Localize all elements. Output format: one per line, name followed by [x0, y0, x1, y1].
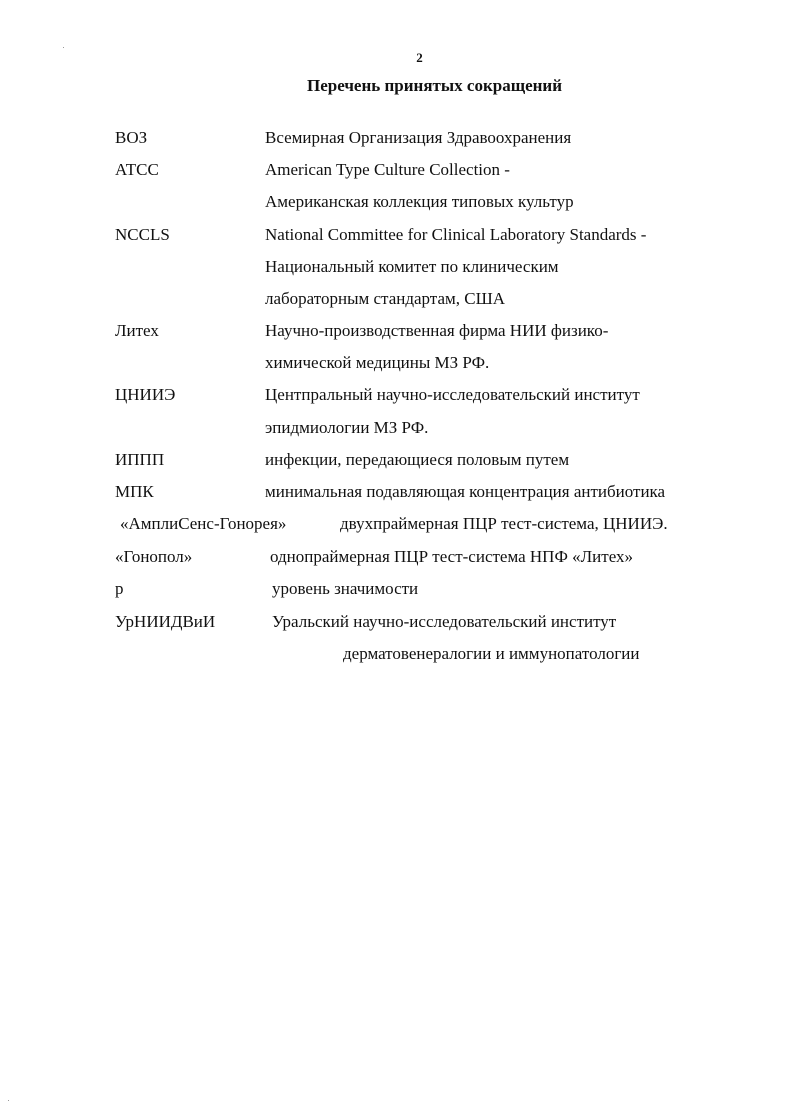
abbreviation-definition: уровень значимости	[272, 579, 419, 598]
page-title: Перечень принятых сокращений	[307, 76, 562, 95]
abbreviation-definition-continued: эпидмиологии МЗ РФ.	[265, 418, 429, 437]
abbreviation-definition: Научно-производственная фирма НИИ физико-	[265, 321, 609, 340]
abbreviation-definition: National Committee for Clinical Laboratory Standards -	[265, 225, 647, 244]
abbreviation-term: NCCLS	[115, 225, 170, 244]
abbreviation-term: Литех	[115, 321, 159, 340]
page-number: 2	[416, 50, 423, 65]
scan-speck	[8, 1100, 9, 1101]
abbreviation-term: МПК	[115, 482, 154, 501]
abbreviation-definition: двухпраймерная ПЦР тест-система, ЦНИИЭ.	[340, 514, 668, 533]
abbreviation-definition: Всемирная Организация Здравоохранения	[265, 128, 572, 147]
abbreviation-definition: American Type Culture Collection -	[265, 160, 510, 179]
abbreviation-definition-continued: лабораторным стандартам, США	[265, 289, 506, 308]
abbreviation-term: р	[115, 579, 124, 598]
abbreviation-definition: однопраймерная ПЦР тест-система НПФ «Литех»	[270, 547, 634, 566]
abbreviation-definition-continued: Национальный комитет по клиническим	[265, 257, 559, 276]
abbreviation-term: ЦНИИЭ	[115, 385, 176, 404]
abbreviation-term: АТСС	[115, 160, 159, 179]
abbreviation-term: УрНИИДВиИ	[115, 612, 216, 631]
abbreviation-definition-continued: химической медицины МЗ РФ.	[265, 353, 490, 372]
abbreviation-term: ВОЗ	[115, 128, 148, 147]
abbreviation-definition: минимальная подавляющая концентрация антибиотика	[265, 482, 666, 501]
abbreviation-definition: Центпральный научно-исследовательский институт	[265, 385, 640, 404]
abbreviation-definition: инфекции, передающиеся половым путем	[265, 450, 570, 469]
abbreviation-definition-continued: дерматовенералогии и иммунопатологии	[343, 644, 640, 663]
abbreviation-term: ИППП	[115, 450, 165, 469]
abbreviation-term: «АмплиСенс-Гонорея»	[120, 514, 287, 533]
scan-speck	[63, 47, 64, 48]
abbreviation-definition: Уральский научно-исследовательский институт	[272, 612, 617, 631]
abbreviation-definition-continued: Американская коллекция типовых культур	[265, 192, 574, 211]
abbreviation-term: «Гонопол»	[115, 547, 193, 566]
